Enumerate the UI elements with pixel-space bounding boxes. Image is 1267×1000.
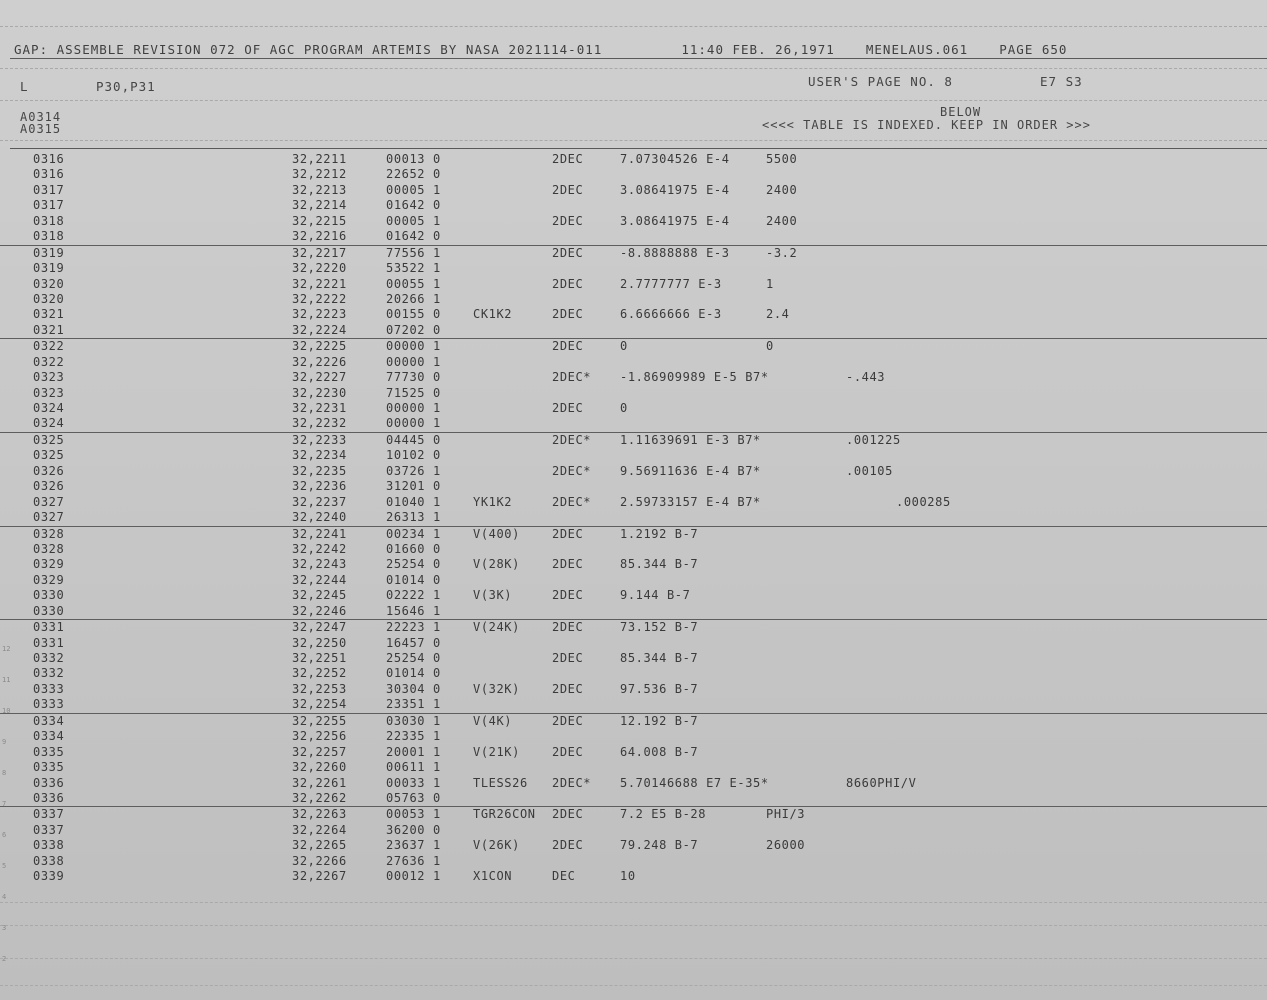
listing-row — [0, 448, 1267, 463]
source-line-number: 0324 — [33, 416, 65, 431]
fold-line — [0, 100, 1267, 102]
octal-word: 01642 0 — [386, 229, 441, 244]
listing-row — [0, 713, 1267, 729]
operand-comment: .001225 — [846, 432, 901, 447]
octal-word: 00005 1 — [386, 213, 441, 228]
memory-address: 32,2262 — [292, 790, 347, 805]
octal-word: 77730 0 — [386, 370, 441, 385]
octal-word: 00234 1 — [386, 526, 441, 541]
operand: 85.344 B-7 — [620, 651, 699, 665]
operand: 79.248 B-7 — [620, 838, 699, 853]
source-line-number: 0327 — [33, 494, 65, 509]
margin-mark: 5 — [2, 862, 7, 870]
operand: 97.536 B-7 — [620, 681, 699, 696]
listing-row — [0, 495, 1267, 510]
octal-word: 27636 1 — [386, 853, 441, 868]
operand: -1.86909989 E-5 B7* — [620, 370, 769, 385]
listing-row — [0, 823, 1267, 838]
source-line-number: 0339 — [33, 869, 65, 884]
octal-word: 00005 1 — [386, 182, 441, 197]
source-line-number: 0332 — [33, 651, 65, 665]
memory-address: 32,2242 — [292, 541, 347, 556]
operand: 7.07304526 E-4 — [620, 152, 730, 166]
octal-word: 05763 0 — [386, 790, 441, 805]
listing-row — [0, 854, 1267, 869]
source-line-number: 0335 — [33, 760, 65, 775]
octal-word: 22652 0 — [386, 167, 441, 182]
listing-row — [0, 619, 1267, 635]
memory-address: 32,2241 — [292, 526, 347, 541]
source-line-number: 0334 — [33, 729, 65, 744]
source-line-number: 0322 — [33, 354, 65, 369]
source-line-number: 0328 — [33, 526, 65, 541]
source-line-number: 0336 — [33, 790, 65, 805]
listing-row — [0, 760, 1267, 775]
opcode: DEC — [552, 869, 576, 884]
source-line-number: 0329 — [33, 557, 65, 572]
source-line-number: 0318 — [33, 229, 65, 244]
listing-row — [0, 682, 1267, 697]
listing-row — [0, 307, 1267, 322]
operand: 1.2192 B-7 — [620, 526, 699, 541]
memory-address: 32,2221 — [292, 276, 347, 291]
octal-word: 31201 0 — [386, 479, 441, 494]
octal-word: 71525 0 — [386, 385, 441, 400]
table-top-rule — [10, 148, 1267, 149]
opcode: 2DEC — [552, 681, 584, 696]
memory-address: 32,2243 — [292, 557, 347, 572]
symbol-label: V(4K) — [473, 713, 513, 728]
memory-address: 32,2236 — [292, 479, 347, 494]
opcode: 2DEC — [552, 620, 584, 635]
opcode: 2DEC* — [552, 370, 592, 385]
listing-row — [0, 604, 1267, 619]
listing-row — [0, 432, 1267, 448]
fold-line — [0, 140, 1267, 142]
operand: 9.144 B-7 — [620, 588, 691, 603]
memory-address: 32,2250 — [292, 635, 347, 650]
operand-comment: PHI/3 — [766, 807, 806, 822]
listing-header — [14, 42, 1067, 57]
memory-address: 32,2252 — [292, 666, 347, 681]
source-line-number: 0323 — [33, 385, 65, 400]
listing-row — [0, 588, 1267, 603]
octal-word: 22223 1 — [386, 620, 441, 635]
memory-address: 32,2256 — [292, 729, 347, 744]
margin-mark: 10 — [2, 707, 11, 715]
listing-row — [0, 183, 1267, 198]
memory-address: 32,2224 — [292, 322, 347, 337]
operand: 1.11639691 E-3 B7* — [620, 432, 761, 447]
octal-word: 16457 0 — [386, 635, 441, 650]
listing-row — [0, 416, 1267, 431]
listing-timestamp: 11:40 FEB. 26,1971 — [681, 42, 835, 57]
memory-address: 32,2267 — [292, 869, 347, 884]
listing-row — [0, 838, 1267, 853]
operand: 9.56911636 E-4 B7* — [620, 463, 761, 478]
margin-mark: 9 — [2, 738, 7, 746]
source-line-number: 0325 — [33, 432, 65, 447]
memory-address: 32,2223 — [292, 307, 347, 322]
fold-line — [0, 902, 1267, 904]
memory-address: 32,2255 — [292, 713, 347, 728]
listing-row — [0, 542, 1267, 557]
operand: 2.7777777 E-3 — [620, 276, 722, 291]
operand: 85.344 B-7 — [620, 557, 699, 572]
source-line-number: 0321 — [33, 322, 65, 337]
source-line-number: 0338 — [33, 853, 65, 868]
memory-address: 32,2251 — [292, 651, 347, 665]
fold-line — [0, 925, 1267, 927]
source-line-number: 0333 — [33, 681, 65, 696]
source-line-number: 0318 — [33, 213, 65, 228]
operand-comment: .000285 — [896, 494, 951, 509]
symbol-label: TGR26CON — [473, 807, 536, 822]
memory-address: 32,2234 — [292, 448, 347, 463]
opcode: 2DEC — [552, 807, 584, 822]
source-line-number: 0337 — [33, 822, 65, 837]
octal-word: 07202 0 — [386, 322, 441, 337]
listing-row — [0, 277, 1267, 292]
listing-row — [0, 292, 1267, 307]
operand-comment: 2.4 — [766, 307, 790, 322]
source-line-number: 0338 — [33, 838, 65, 853]
listing-row — [0, 697, 1267, 712]
opcode: 2DEC — [552, 152, 584, 166]
octal-word: 23637 1 — [386, 838, 441, 853]
source-line-number: 0320 — [33, 276, 65, 291]
source-line-number: 0317 — [33, 198, 65, 213]
operand: 2.59733157 E-4 B7* — [620, 494, 761, 509]
operand: 3.08641975 E-4 — [620, 213, 730, 228]
margin-mark: 7 — [2, 800, 7, 808]
operand-comment: 26000 — [766, 838, 806, 853]
symbol-label: V(3K) — [473, 588, 513, 603]
preamble-line: A0314 — [20, 110, 62, 124]
operand-comment: -3.2 — [766, 245, 798, 260]
octal-word: 00012 1 — [386, 869, 441, 884]
octal-word: 01040 1 — [386, 494, 441, 509]
operand-comment: 8660PHI/V — [846, 775, 917, 790]
symbol-label: X1CON — [473, 869, 513, 884]
opcode: 2DEC — [552, 245, 584, 260]
opcode: 2DEC — [552, 713, 584, 728]
source-line-number: 0329 — [33, 572, 65, 587]
memory-address: 32,2232 — [292, 416, 347, 431]
opcode: 2DEC — [552, 744, 584, 759]
octal-word: 25254 0 — [386, 557, 441, 572]
program-list: P30,P31 — [96, 79, 156, 94]
octal-word: 04445 0 — [386, 432, 441, 447]
operand: 64.008 B-7 — [620, 744, 699, 759]
memory-address: 32,2246 — [292, 603, 347, 618]
listing-row — [0, 636, 1267, 651]
memory-address: 32,2260 — [292, 760, 347, 775]
listing-row — [0, 869, 1267, 884]
operand-comment: 1 — [766, 276, 774, 291]
memory-address: 32,2240 — [292, 510, 347, 525]
octal-word: 20001 1 — [386, 744, 441, 759]
memory-address: 32,2231 — [292, 401, 347, 415]
source-line-number: 0316 — [33, 152, 65, 166]
source-line-number: 0333 — [33, 697, 65, 712]
memory-address: 32,2233 — [292, 432, 347, 447]
fold-line — [0, 68, 1267, 70]
symbol-label: V(24K) — [473, 620, 520, 635]
opcode: 2DEC* — [552, 432, 592, 447]
listing-row — [0, 198, 1267, 213]
listing-title: GAP: ASSEMBLE REVISION 072 OF AGC PROGRAM ARTEMIS BY NASA 2021114-011 — [14, 42, 603, 57]
listing-row — [0, 261, 1267, 276]
listing-row — [0, 479, 1267, 494]
opcode: 2DEC — [552, 339, 584, 354]
opcode: 2DEC* — [552, 463, 592, 478]
source-line-number: 0319 — [33, 245, 65, 260]
octal-word: 25254 0 — [386, 651, 441, 665]
symbol-label: CK1K2 — [473, 307, 513, 322]
memory-address: 32,2216 — [292, 229, 347, 244]
operand: 73.152 B-7 — [620, 620, 699, 635]
listing-row — [0, 666, 1267, 681]
operand: 10 — [620, 869, 636, 884]
opcode: 2DEC — [552, 307, 584, 322]
opcode: 2DEC — [552, 651, 584, 665]
operand: 0 — [620, 339, 628, 354]
octal-word: 36200 0 — [386, 822, 441, 837]
symbol-label: V(21K) — [473, 744, 520, 759]
symbol-label: V(32K) — [473, 681, 520, 696]
memory-address: 32,2247 — [292, 620, 347, 635]
octal-word: 00055 1 — [386, 276, 441, 291]
source-line-number: 0331 — [33, 635, 65, 650]
memory-address: 32,2253 — [292, 681, 347, 696]
source-line-number: 0319 — [33, 261, 65, 276]
octal-word: 23351 1 — [386, 697, 441, 712]
memory-address: 32,2235 — [292, 463, 347, 478]
fold-line — [0, 985, 1267, 987]
user-page-number: USER'S PAGE NO. 8 — [808, 74, 953, 89]
listing-row — [0, 245, 1267, 261]
octal-word: 00155 0 — [386, 307, 441, 322]
operand: 7.2 E5 B-28 — [620, 807, 707, 822]
memory-address: 32,2265 — [292, 838, 347, 853]
listing-row — [0, 229, 1267, 244]
memory-address: 32,2257 — [292, 744, 347, 759]
listing-row — [0, 776, 1267, 791]
source-line-number: 0332 — [33, 666, 65, 681]
octal-word: 00013 0 — [386, 152, 441, 166]
preamble-note: <<<< TABLE IS INDEXED. KEEP IN ORDER >>> — [762, 118, 1091, 132]
operand-comment: 2400 — [766, 213, 798, 228]
source-line-number: 0317 — [33, 182, 65, 197]
assembly-listing — [0, 152, 1267, 885]
memory-address: 32,2225 — [292, 339, 347, 354]
octal-word: 00000 1 — [386, 339, 441, 354]
octal-word: 00053 1 — [386, 807, 441, 822]
source-line-number: 0316 — [33, 167, 65, 182]
listing-row — [0, 510, 1267, 525]
margin-mark: 8 — [2, 769, 7, 777]
listing-row — [0, 370, 1267, 385]
memory-address: 32,2222 — [292, 291, 347, 306]
listing-row — [0, 729, 1267, 744]
memory-address: 32,2214 — [292, 198, 347, 213]
octal-word: 01014 0 — [386, 572, 441, 587]
source-line-number: 0336 — [33, 775, 65, 790]
opcode: 2DEC — [552, 276, 584, 291]
octal-word: 03030 1 — [386, 713, 441, 728]
memory-address: 32,2263 — [292, 807, 347, 822]
preamble-note-top: BELOW — [940, 105, 982, 119]
listing-row — [0, 214, 1267, 229]
operand: 3.08641975 E-4 — [620, 182, 730, 197]
octal-word: 01014 0 — [386, 666, 441, 681]
octal-word: 30304 0 — [386, 681, 441, 696]
listing-row — [0, 791, 1267, 806]
margin-mark: 3 — [2, 924, 7, 932]
octal-word: 03726 1 — [386, 463, 441, 478]
operand-comment: .00105 — [846, 463, 893, 478]
listing-row — [0, 557, 1267, 572]
symbol-label: YK1K2 — [473, 494, 513, 509]
margin-mark: 2 — [2, 955, 7, 963]
memory-address: 32,2215 — [292, 213, 347, 228]
operand: 6.6666666 E-3 — [620, 307, 722, 322]
octal-word: 00000 1 — [386, 354, 441, 369]
memory-address: 32,2266 — [292, 853, 347, 868]
octal-word: 00000 1 — [386, 416, 441, 431]
symbol-label: TLESS26 — [473, 775, 528, 790]
listing-author: MENELAUS.061 — [865, 42, 969, 57]
listing-row — [0, 355, 1267, 370]
operand: 0 — [620, 401, 628, 415]
source-line-number: 0330 — [33, 588, 65, 603]
memory-address: 32,2226 — [292, 354, 347, 369]
opcode: 2DEC — [552, 838, 584, 853]
source-line-number: 0326 — [33, 479, 65, 494]
operand-comment: 0 — [766, 339, 774, 354]
listing-row — [0, 152, 1267, 167]
listing-row — [0, 401, 1267, 416]
opcode: 2DEC — [552, 213, 584, 228]
listing-row — [0, 573, 1267, 588]
octal-word: 77556 1 — [386, 245, 441, 260]
listing-code: L — [20, 79, 29, 94]
memory-address: 32,2211 — [292, 152, 347, 166]
octal-word: 01660 0 — [386, 541, 441, 556]
opcode: 2DEC — [552, 526, 584, 541]
source-line-number: 0320 — [33, 291, 65, 306]
memory-address: 32,2212 — [292, 167, 347, 182]
symbol-label: V(400) — [473, 526, 520, 541]
octal-word: 15646 1 — [386, 603, 441, 618]
memory-address: 32,2254 — [292, 697, 347, 712]
listing-page: PAGE 650 — [999, 42, 1068, 57]
memory-address: 32,2227 — [292, 370, 347, 385]
octal-word: 26313 1 — [386, 510, 441, 525]
listing-row — [0, 526, 1267, 542]
listing-row — [0, 386, 1267, 401]
memory-address: 32,2264 — [292, 822, 347, 837]
source-line-number: 0325 — [33, 448, 65, 463]
memory-address: 32,2244 — [292, 572, 347, 587]
section-tag: E7 S3 — [1040, 74, 1083, 89]
memory-address: 32,2245 — [292, 588, 347, 603]
source-line-number: 0330 — [33, 603, 65, 618]
header-rule — [10, 58, 1267, 59]
source-line-number: 0323 — [33, 370, 65, 385]
source-line-number: 0335 — [33, 744, 65, 759]
margin-mark: 4 — [2, 893, 7, 901]
symbol-label: V(28K) — [473, 557, 520, 572]
listing-row — [0, 323, 1267, 338]
margin-mark: 11 — [2, 676, 11, 684]
memory-address: 32,2217 — [292, 245, 347, 260]
listing-row — [0, 651, 1267, 666]
preamble-line: A0315 — [20, 122, 62, 136]
fold-line — [0, 26, 1267, 28]
octal-word: 00000 1 — [386, 401, 441, 415]
octal-word: 00611 1 — [386, 760, 441, 775]
source-line-number: 0327 — [33, 510, 65, 525]
opcode: 2DEC — [552, 401, 584, 415]
source-line-number: 0331 — [33, 620, 65, 635]
octal-word: 20266 1 — [386, 291, 441, 306]
listing-row — [0, 745, 1267, 760]
source-line-number: 0326 — [33, 463, 65, 478]
source-line-number: 0322 — [33, 339, 65, 354]
operand: -8.8888888 E-3 — [620, 245, 730, 260]
octal-word: 01642 0 — [386, 198, 441, 213]
octal-word: 10102 0 — [386, 448, 441, 463]
source-line-number: 0324 — [33, 401, 65, 415]
memory-address: 32,2220 — [292, 261, 347, 276]
memory-address: 32,2237 — [292, 494, 347, 509]
opcode: 2DEC — [552, 557, 584, 572]
listing-row — [0, 338, 1267, 354]
opcode: 2DEC — [552, 182, 584, 197]
octal-word: 00033 1 — [386, 775, 441, 790]
operand-comment: 5500 — [766, 152, 798, 166]
opcode: 2DEC* — [552, 775, 592, 790]
symbol-label: V(26K) — [473, 838, 520, 853]
source-line-number: 0328 — [33, 541, 65, 556]
operand-comment: 2400 — [766, 182, 798, 197]
source-line-number: 0321 — [33, 307, 65, 322]
listing-row — [0, 167, 1267, 182]
opcode: 2DEC — [552, 588, 584, 603]
memory-address: 32,2261 — [292, 775, 347, 790]
operand: 12.192 B-7 — [620, 713, 699, 728]
listing-row — [0, 806, 1267, 822]
memory-address: 32,2230 — [292, 385, 347, 400]
memory-address: 32,2213 — [292, 182, 347, 197]
margin-mark: 6 — [2, 831, 7, 839]
fold-line — [0, 958, 1267, 960]
source-line-number: 0337 — [33, 807, 65, 822]
opcode: 2DEC* — [552, 494, 592, 509]
operand: 5.70146688 E7 E-35* — [620, 775, 769, 790]
source-line-number: 0334 — [33, 713, 65, 728]
margin-mark: 12 — [2, 645, 11, 653]
operand-comment: -.443 — [846, 370, 886, 385]
listing-row — [0, 464, 1267, 479]
octal-word: 53522 1 — [386, 261, 441, 276]
octal-word: 22335 1 — [386, 729, 441, 744]
octal-word: 02222 1 — [386, 588, 441, 603]
